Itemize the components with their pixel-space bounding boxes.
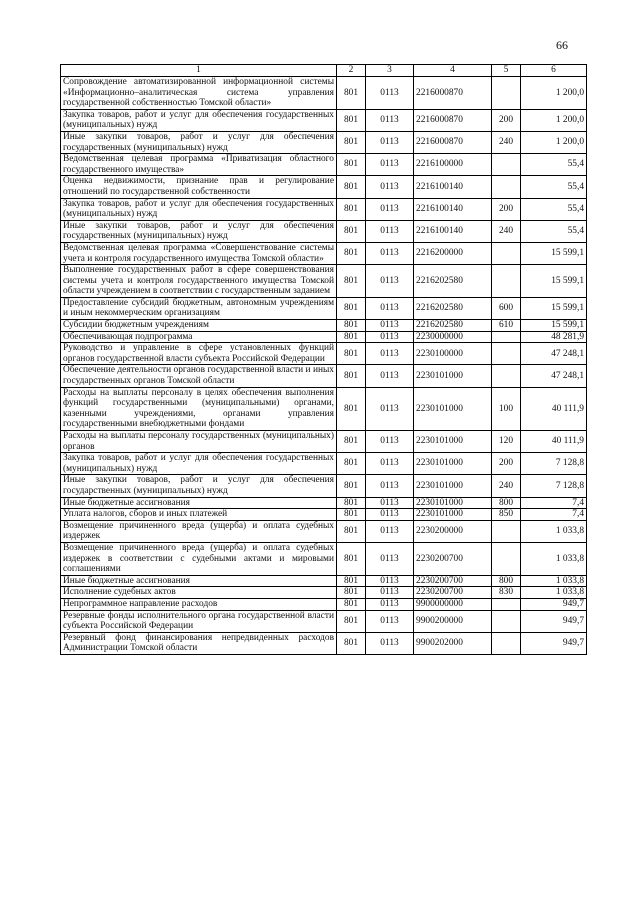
cell-name: Закупка товаров, работ и услуг для обеспечения государственных (муниципальных) нужд	[61, 198, 337, 220]
cell-target-code: 2216100000	[414, 154, 492, 176]
table-row	[61, 131, 587, 153]
table-row	[61, 154, 587, 176]
cell-name: Предоставление субсидий бюджетным, автономным учреждениям и иным некоммерческим организациям	[61, 297, 337, 319]
cell-section-code: 0113	[366, 632, 414, 654]
cell-amount: 40 111,9	[521, 431, 587, 453]
cell-section-code: 0113	[366, 343, 414, 365]
cell-amount: 1 033,8	[521, 520, 587, 542]
cell-expense-type	[492, 598, 521, 610]
cell-ministry-code: 801	[337, 331, 366, 343]
cell-expense-type	[492, 176, 521, 198]
cell-target-code: 2216200000	[414, 242, 492, 264]
cell-target-code: 2230101000	[414, 509, 492, 521]
cell-name: Иные бюджетные ассигнования	[61, 575, 337, 587]
table-row	[61, 632, 587, 654]
cell-section-code: 0113	[366, 154, 414, 176]
cell-name: Оценка недвижимости, признание прав и регулирование отношений по государственной собственности	[61, 176, 337, 198]
cell-section-code: 0113	[366, 77, 414, 110]
table-row	[61, 297, 587, 319]
cell-target-code: 2216100140	[414, 220, 492, 242]
cell-amount: 55,4	[521, 176, 587, 198]
cell-ministry-code: 801	[337, 431, 366, 453]
column-header: 3	[366, 65, 414, 77]
table-row	[61, 176, 587, 198]
cell-section-code: 0113	[366, 242, 414, 264]
cell-expense-type: 120	[492, 431, 521, 453]
cell-target-code: 2230101000	[414, 365, 492, 387]
cell-name: Руководство и управление в сфере установленных функций органов государственной власти субъекта Российской Федерации	[61, 343, 337, 365]
cell-target-code: 2230101000	[414, 387, 492, 430]
table-row	[61, 387, 587, 430]
table-row	[61, 475, 587, 497]
table-row	[61, 265, 587, 298]
cell-amount: 55,4	[521, 198, 587, 220]
cell-section-code: 0113	[366, 453, 414, 475]
cell-ministry-code: 801	[337, 109, 366, 131]
cell-ministry-code: 801	[337, 220, 366, 242]
cell-amount: 15 599,1	[521, 297, 587, 319]
cell-name: Уплата налогов, сборов и иных платежей	[61, 509, 337, 521]
cell-section-code: 0113	[366, 320, 414, 332]
cell-ministry-code: 801	[337, 587, 366, 599]
cell-section-code: 0113	[366, 497, 414, 509]
table-row	[61, 587, 587, 599]
cell-ministry-code: 801	[337, 520, 366, 542]
table-row	[61, 520, 587, 542]
cell-amount: 55,4	[521, 154, 587, 176]
cell-section-code: 0113	[366, 387, 414, 430]
cell-ministry-code: 801	[337, 176, 366, 198]
cell-section-code: 0113	[366, 297, 414, 319]
cell-amount: 15 599,1	[521, 242, 587, 264]
table-row	[61, 198, 587, 220]
cell-section-code: 0113	[366, 542, 414, 575]
cell-expense-type	[492, 610, 521, 632]
cell-amount: 1 033,8	[521, 587, 587, 599]
cell-amount: 15 599,1	[521, 320, 587, 332]
cell-expense-type: 240	[492, 220, 521, 242]
cell-target-code: 2216202580	[414, 297, 492, 319]
table-row	[61, 509, 587, 521]
cell-ministry-code: 801	[337, 242, 366, 264]
cell-ministry-code: 801	[337, 297, 366, 319]
cell-amount: 40 111,9	[521, 387, 587, 430]
cell-name: Иные закупки товаров, работ и услуг для обеспечения государственных (муниципальных) нужд	[61, 131, 337, 153]
cell-name: Иные бюджетные ассигнования	[61, 497, 337, 509]
cell-expense-type: 600	[492, 297, 521, 319]
cell-amount: 1 200,0	[521, 131, 587, 153]
cell-target-code: 2230101000	[414, 497, 492, 509]
cell-amount: 1 200,0	[521, 109, 587, 131]
cell-target-code: 2216202580	[414, 265, 492, 298]
cell-target-code: 2230101000	[414, 431, 492, 453]
cell-expense-type: 200	[492, 453, 521, 475]
table-row	[61, 242, 587, 264]
cell-target-code: 2216100140	[414, 176, 492, 198]
cell-target-code: 2230000000	[414, 331, 492, 343]
cell-name: Иные закупки товаров, работ и услуг для обеспечения государственных (муниципальных) нужд	[61, 220, 337, 242]
cell-amount: 1 033,8	[521, 542, 587, 575]
table-row	[61, 431, 587, 453]
cell-section-code: 0113	[366, 331, 414, 343]
cell-expense-type: 800	[492, 497, 521, 509]
cell-ministry-code: 801	[337, 387, 366, 430]
table-row	[61, 610, 587, 632]
cell-target-code: 2216000870	[414, 77, 492, 110]
cell-target-code: 9900000000	[414, 598, 492, 610]
cell-ministry-code: 801	[337, 610, 366, 632]
cell-name: Резервный фонд финансирования непредвиденных расходов Администрации Томской области	[61, 632, 337, 654]
table-row	[61, 365, 587, 387]
cell-name: Выполнение государственных работ в сфере совершенствования системы учета и контроля государственного имущества Томской области учреждением в соответствии с государственным заданием	[61, 265, 337, 298]
cell-expense-type	[492, 365, 521, 387]
column-header: 5	[492, 65, 521, 77]
budget-table	[60, 64, 587, 655]
column-header: 6	[521, 65, 587, 77]
table-row	[61, 320, 587, 332]
table-row	[61, 575, 587, 587]
cell-expense-type: 830	[492, 587, 521, 599]
cell-ministry-code: 801	[337, 542, 366, 575]
cell-section-code: 0113	[366, 431, 414, 453]
cell-section-code: 0113	[366, 365, 414, 387]
cell-name: Ведомственная целевая программа «Совершенствование системы учета и контроля государственного имущества Томской области»	[61, 242, 337, 264]
cell-target-code: 2230101000	[414, 475, 492, 497]
cell-expense-type	[492, 542, 521, 575]
cell-name: Сопровождение автоматизированной информационной системы «Информационно–аналитическая система управления государственной собственностью Томской области»	[61, 77, 337, 110]
cell-ministry-code: 801	[337, 475, 366, 497]
cell-amount: 949,7	[521, 598, 587, 610]
cell-expense-type: 100	[492, 387, 521, 430]
cell-name: Закупка товаров, работ и услуг для обеспечения государственных (муниципальных) нужд	[61, 453, 337, 475]
cell-name: Субсидии бюджетным учреждениям	[61, 320, 337, 332]
cell-expense-type	[492, 331, 521, 343]
cell-amount: 7,4	[521, 497, 587, 509]
table-row	[61, 331, 587, 343]
table-row	[61, 453, 587, 475]
cell-amount: 949,7	[521, 632, 587, 654]
cell-expense-type: 850	[492, 509, 521, 521]
cell-target-code: 2230101000	[414, 453, 492, 475]
table-row	[61, 542, 587, 575]
cell-amount: 47 248,1	[521, 365, 587, 387]
cell-expense-type: 240	[492, 475, 521, 497]
cell-name: Резервные фонды исполнительного органа государственной власти субъекта Российской Федерации	[61, 610, 337, 632]
cell-amount: 7 128,8	[521, 475, 587, 497]
table-row	[61, 109, 587, 131]
cell-target-code: 9900200000	[414, 610, 492, 632]
cell-name: Возмещение причиненного вреда (ущерба) и оплата судебных издержек	[61, 520, 337, 542]
cell-name: Закупка товаров, работ и услуг для обеспечения государственных (муниципальных) нужд	[61, 109, 337, 131]
cell-expense-type	[492, 242, 521, 264]
cell-target-code: 2230200700	[414, 587, 492, 599]
cell-section-code: 0113	[366, 131, 414, 153]
cell-target-code: 9900202000	[414, 632, 492, 654]
cell-expense-type: 610	[492, 320, 521, 332]
cell-amount: 1 033,8	[521, 575, 587, 587]
cell-name: Ведомственная целевая программа «Приватизация областного государственного имущества»	[61, 154, 337, 176]
cell-section-code: 0113	[366, 198, 414, 220]
cell-ministry-code: 801	[337, 198, 366, 220]
cell-amount: 15 599,1	[521, 265, 587, 298]
cell-section-code: 0113	[366, 598, 414, 610]
cell-amount: 7,4	[521, 509, 587, 521]
table-row	[61, 497, 587, 509]
cell-name: Расходы на выплаты персоналу государственных (муниципальных) органов	[61, 431, 337, 453]
cell-amount: 48 281,9	[521, 331, 587, 343]
cell-name: Исполнение судебных актов	[61, 587, 337, 599]
cell-expense-type: 200	[492, 109, 521, 131]
cell-name: Непрограммное направление расходов	[61, 598, 337, 610]
cell-section-code: 0113	[366, 109, 414, 131]
cell-ministry-code: 801	[337, 497, 366, 509]
cell-ministry-code: 801	[337, 575, 366, 587]
cell-ministry-code: 801	[337, 131, 366, 153]
cell-name: Расходы на выплаты персоналу в целях обеспечения выполнения функций государственными (муниципальными) органами, казенными учреждениями, органами управления государственными внебюджетными фондами	[61, 387, 337, 430]
cell-amount: 949,7	[521, 610, 587, 632]
cell-target-code: 2230100000	[414, 343, 492, 365]
table-row	[61, 220, 587, 242]
cell-target-code: 2216202580	[414, 320, 492, 332]
cell-section-code: 0113	[366, 520, 414, 542]
cell-section-code: 0113	[366, 220, 414, 242]
cell-name: Возмещение причиненного вреда (ущерба) и оплата судебных издержек в соответствии с судебными актами и мировыми соглашениями	[61, 542, 337, 575]
cell-expense-type	[492, 154, 521, 176]
cell-expense-type: 240	[492, 131, 521, 153]
cell-ministry-code: 801	[337, 265, 366, 298]
cell-section-code: 0113	[366, 587, 414, 599]
cell-ministry-code: 801	[337, 453, 366, 475]
cell-target-code: 2216000870	[414, 109, 492, 131]
cell-amount: 55,4	[521, 220, 587, 242]
cell-section-code: 0113	[366, 509, 414, 521]
cell-expense-type: 800	[492, 575, 521, 587]
cell-amount: 1 200,0	[521, 77, 587, 110]
cell-expense-type	[492, 77, 521, 110]
cell-expense-type	[492, 343, 521, 365]
cell-amount: 47 248,1	[521, 343, 587, 365]
cell-section-code: 0113	[366, 575, 414, 587]
cell-expense-type	[492, 632, 521, 654]
cell-section-code: 0113	[366, 265, 414, 298]
cell-name: Иные закупки товаров, работ и услуг для обеспечения государственных (муниципальных) нужд	[61, 475, 337, 497]
cell-ministry-code: 801	[337, 365, 366, 387]
cell-name: Обеспечивающая подпрограмма	[61, 331, 337, 343]
cell-ministry-code: 801	[337, 598, 366, 610]
cell-name: Обеспечение деятельности органов государственной власти и иных государственных органов Томской области	[61, 365, 337, 387]
cell-amount: 7 128,8	[521, 453, 587, 475]
cell-target-code: 2230200700	[414, 575, 492, 587]
cell-section-code: 0113	[366, 176, 414, 198]
table-row	[61, 598, 587, 610]
column-header: 1	[61, 65, 337, 77]
cell-expense-type	[492, 265, 521, 298]
column-header: 4	[414, 65, 492, 77]
table-body	[61, 77, 587, 655]
cell-section-code: 0113	[366, 610, 414, 632]
cell-ministry-code: 801	[337, 632, 366, 654]
cell-ministry-code: 801	[337, 154, 366, 176]
cell-ministry-code: 801	[337, 509, 366, 521]
column-header: 2	[337, 65, 366, 77]
table-header-row	[61, 65, 587, 77]
cell-section-code: 0113	[366, 475, 414, 497]
cell-target-code: 2230200000	[414, 520, 492, 542]
page-number: 66	[556, 38, 568, 52]
cell-ministry-code: 801	[337, 320, 366, 332]
cell-target-code: 2216100140	[414, 198, 492, 220]
cell-target-code: 2216000870	[414, 131, 492, 153]
cell-target-code: 2230200700	[414, 542, 492, 575]
table-row	[61, 343, 587, 365]
cell-ministry-code: 801	[337, 77, 366, 110]
cell-ministry-code: 801	[337, 343, 366, 365]
cell-expense-type	[492, 520, 521, 542]
cell-expense-type: 200	[492, 198, 521, 220]
table-row	[61, 77, 587, 110]
